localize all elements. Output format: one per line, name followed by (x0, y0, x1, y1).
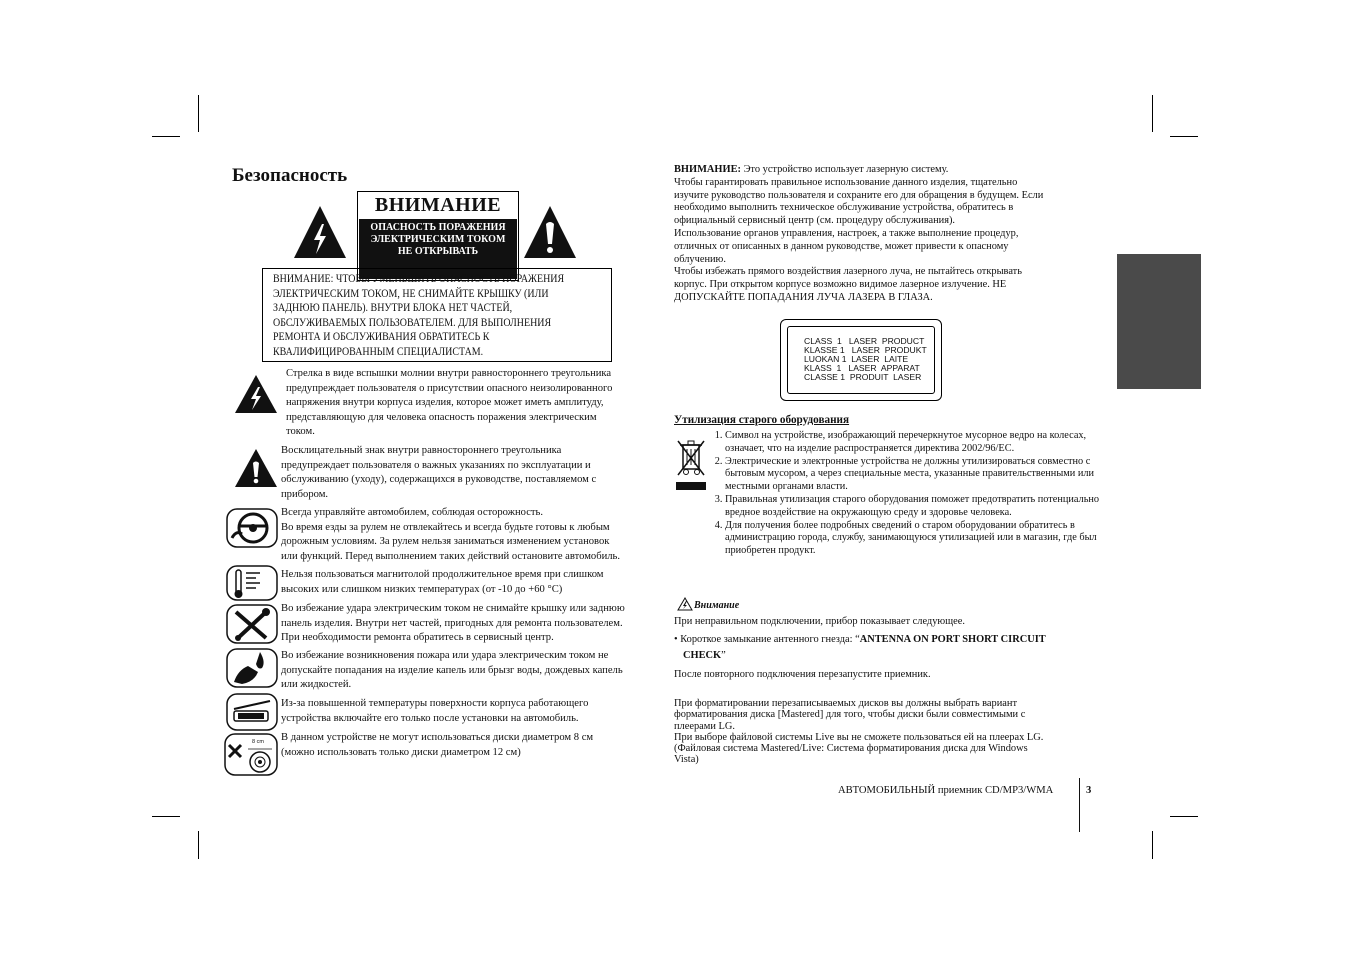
text-line: Использование органов управления, настроек, а также выполнение процедур, (674, 227, 1019, 239)
laser-notice (674, 164, 1043, 305)
text-line: При форматировании перезаписываемых дисков вы должны выбрать вариант (674, 698, 1018, 709)
laser-label-inner (787, 326, 935, 394)
bullet-prefix: Короткое замыкание антенного гнезда: “ (680, 634, 860, 645)
steering-wheel-icon (226, 508, 278, 548)
no-8cm-disc-icon (224, 733, 278, 776)
bullet-dot: • (674, 634, 678, 645)
text-line: Это устройство использует лазерную систему. (740, 164, 949, 175)
safety-item-text (281, 444, 596, 502)
text-line: Восклицательный знак внутри равностороннего треугольника (281, 445, 562, 456)
text-line: (можно использовать только диски диаметром 12 см) (281, 746, 521, 758)
text-line: Из-за повышенной температуры поверхности корпуса работающего (281, 698, 589, 709)
bullet-code: ANTENNA ON PORT SHORT CIRCUIT (859, 634, 1046, 645)
text-line: LUOKAN 1 LASER LAITE (804, 354, 909, 364)
text-line: необходимо выполнить техническое обслуживание устройства, обратитесь в (674, 202, 1014, 214)
page-title: Безопасность (232, 165, 348, 186)
text-line: корпус. При открытом корпусе возможно видимое лазерное излучение. НЕ (674, 279, 1007, 291)
text-line: Чтобы гарантировать правильное использование данного изделия, тщательно (674, 176, 1018, 188)
bullet-code-2: CHECK (683, 649, 722, 661)
text-line: официальный сервисный центр (см. процедуру обслуживания). (674, 215, 956, 227)
safety-item-text (281, 506, 620, 564)
text-line: плеерами LG. (674, 720, 735, 732)
page-number: 3 (1086, 785, 1092, 796)
warning-line: ОПАСНОСТЬ ПОРАЖЕНИЯ (370, 222, 506, 233)
crop-mark (1152, 95, 1153, 132)
text-line: или функций. Перед выполнением таких действий остановите автомобиль. (281, 550, 621, 562)
thermometer-icon (226, 565, 278, 601)
text-line: прибором. (281, 488, 329, 500)
text-line: или жидкостей. (281, 679, 352, 690)
text-line: Во избежание удара электрическим током не снимайте крышку или заднюю (281, 603, 625, 614)
list-item: 3. Правильная утилизация старого оборудования поможет предотвратить потенциально вредное воздействие на окружающую среду и здоровье человека. (725, 494, 1117, 520)
disc-size-label: 8 cm (252, 739, 264, 745)
caution-box (273, 272, 600, 359)
page-footer: АВТОМОБИЛЬНЫЙ приемник CD/MP3/WMA (838, 785, 1054, 796)
laser-class-label (780, 319, 942, 401)
text-line: Стрелка в виде вспышки молнии внутри равностороннего треугольника (286, 368, 612, 379)
section-tab (1117, 254, 1201, 389)
text-line: Всегда управляйте автомобилем, соблюдая осторожность. (281, 507, 544, 518)
list-item: 1. Символ на устройстве, изображающий перечеркнутое мусорное ведро на колесах, означает, что на изделие распространяется директива 2002/96/EC. (725, 430, 1117, 456)
text-line: напряжения внутри корпуса изделия, которое может иметь амплитуду, (286, 397, 604, 408)
caution-bullet (674, 632, 1094, 663)
safety-item-text (281, 568, 604, 597)
text-line: устройства включайте его только после установки на автомобиль. (281, 712, 579, 724)
text-line: CLASSE 1 PRODUIT LASER (804, 372, 922, 382)
text-line: CLASS 1 LASER PRODUCT (804, 336, 925, 346)
exclamation-triangle-icon (522, 204, 578, 260)
warning-line: НЕ ОТКРЫВАТЬ (397, 246, 479, 257)
text-line: Чтобы избежать прямого воздействия лазерного луча, не пытайтесь открывать (674, 266, 1022, 278)
caution-intro: При неправильном подключении, прибор показывает следующее. (674, 616, 965, 627)
text-line: предупреждает пользователя о присутствии опасного неизолированного (286, 382, 613, 394)
text-line: изучите руководство пользователя и сохраните его для обращения в будущем. Если (674, 189, 1044, 201)
crop-mark (1170, 136, 1198, 137)
text-line: представляющую для человека опасность поражения электрическим (286, 411, 597, 423)
text-line: (Файловая система Mastered/Live: Система форматирования диска для Windows (674, 743, 1028, 755)
laser-notice-first-line (674, 164, 1043, 177)
exclamation-triangle-icon (234, 448, 278, 488)
bullet-continuation (674, 650, 726, 661)
text-line: Во время езды за рулем не отвлекайтесь и всегда будьте готовы к любым (281, 521, 610, 533)
disc-graphic (224, 733, 278, 776)
crop-mark (152, 136, 180, 137)
text-line: KLASS 1 LASER APPARAT (804, 363, 920, 373)
no-tools-icon (226, 604, 278, 644)
caution-line: ЭЛЕКТРИЧЕСКИМ ТОКОМ, НЕ СНИМАЙТЕ КРЫШКУ (ИЛИ (273, 286, 549, 300)
text-line: высоких или слишком низких температурах (от -10 до +60 °C) (281, 583, 563, 595)
text-line: панель изделия. Внутри нет частей, пригодных для ремонта пользователем. (281, 617, 623, 629)
crop-mark (198, 95, 199, 132)
lightning-triangle-icon (234, 374, 278, 414)
text-line: KLASSE 1 LASER PRODUKT (804, 345, 927, 355)
caution-line: РЕМОНТА И ОБСЛУЖИВАНИЯ ОБРАТИТЕСЬ К (273, 330, 490, 343)
caution-line: ВНИМАНИЕ: ЧТОБЫ УМЕНЬШИТЬ ОПАСНОСТЬ ПОРАЖЕНИЯ (273, 272, 565, 285)
caution-after: После повторного подключения перезапустите приемник. (674, 669, 931, 680)
format-notes (674, 698, 1043, 766)
caution-line: КВАЛИФИЦИРОВАННЫМ СПЕЦИАЛИСТАМ. (273, 344, 484, 358)
text-line: Нельзя пользоваться магнитолой продолжительное время при слишком (281, 569, 604, 580)
safety-item-text (286, 367, 612, 440)
crop-mark (1152, 831, 1153, 859)
text-line: Vista) (674, 754, 699, 766)
safety-item-text (281, 649, 623, 693)
caution-lightning-icon (677, 597, 693, 611)
text-line: предупреждает пользователя о важных указаниях по эксплуатации и (281, 459, 591, 471)
crop-mark (152, 816, 180, 817)
warning-line: ЭЛЕКТРИЧЕСКИМ ТОКОМ (370, 234, 506, 245)
laser-notice-lead: ВНИМАНИЕ: (674, 164, 741, 175)
caution-line: ОБСЛУЖИВАЕМЫХ ПОЛЬЗОВАТЕЛЕМ. ДЛЯ ВЫПОЛНЕНИЯ (273, 315, 552, 329)
text-line: В данном устройстве не могут использоваться диски диаметром 8 см (281, 732, 594, 743)
footer-divider (1079, 778, 1080, 832)
text-line: При выборе файловой системы Live вы не сможете пользоваться ей на плеерах LG. (674, 731, 1044, 743)
caution-line: ЗАДНЮЮ ПАНЕЛЬ). ВНУТРИ БЛОКА НЕТ ЧАСТЕЙ, (273, 301, 513, 314)
disposal-list (700, 430, 1117, 558)
list-item: 2. Электрические и электронные устройства не должны утилизироваться совместно с бытовым мусором, а через специальные места, указанные правительственными или местными органами власти. (725, 456, 1117, 494)
list-item: 4. Для получения более подробных сведений о старом оборудовании обратитесь в администрацию города, службу, занимающуюся утилизацией или в магазин, где был приобретен продукт. (725, 520, 1117, 558)
crop-mark (198, 831, 199, 859)
safety-item-text (281, 602, 625, 646)
text-line: током. (286, 426, 315, 437)
disposal-title: Утилизация старого оборудования (674, 414, 850, 426)
text-line: При необходимости ремонта обратитесь в сервисный центр. (281, 632, 554, 643)
text-line: облучению. (674, 253, 726, 265)
water-drop-icon (226, 648, 278, 688)
caution-heading: Внимание (694, 600, 740, 611)
text-line: допускайте попадания на изделие капель или брызг воды, дождевых капель (281, 664, 623, 676)
crop-mark (1170, 816, 1198, 817)
text-line: форматирования диска [Mastered] для того, чтобы диски были совместимыми с (674, 709, 1026, 721)
text-line: Во избежание возникновения пожара или удара электрическим током не (281, 650, 609, 661)
bullet-suffix: ” (721, 649, 726, 661)
text-line: отличных от описанных в данном руководстве, может привести к опасному (674, 240, 1009, 252)
text-line: ДОПУСКАЙТЕ ПОПАДАНИЯ ЛУЧА ЛАЗЕРА В ГЛАЗА. (674, 291, 933, 303)
lightning-triangle-icon (292, 204, 348, 260)
text-line: обслуживанию (уходу), содержащихся в руководстве, поставляемом с (281, 474, 597, 485)
warning-heading: ВНИМАНИЕ (374, 194, 502, 216)
hot-surface-icon (226, 693, 278, 731)
safety-item-text (281, 697, 588, 726)
text-line: дорожным условиям. За рулем нельзя заниматься изменением установок (281, 536, 610, 547)
safety-item-text (281, 731, 593, 760)
